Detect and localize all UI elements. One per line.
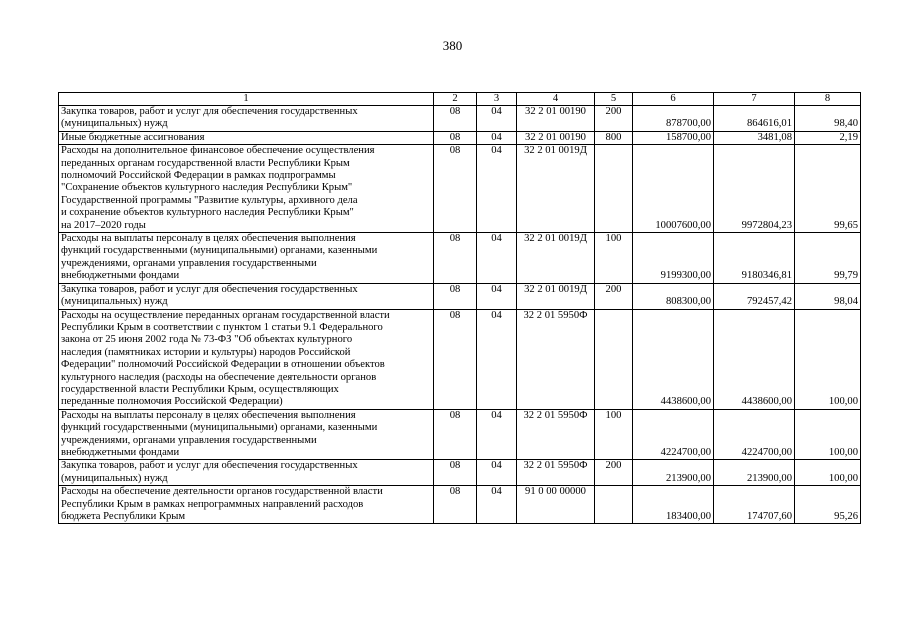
expense-name-line: Расходы на обеспечение деятельности органов государственной власти xyxy=(61,486,383,498)
expense-name-line: Государственной программы "Развитие культуры, архивного дела xyxy=(61,194,358,206)
column-number-8: 8 xyxy=(795,93,861,106)
subsection-code-cell: 04 xyxy=(477,283,517,309)
expense-name-line: Закупка товаров, работ и услуг для обеспечения государственных xyxy=(61,460,358,472)
approved-amount-cell: 158700,00 xyxy=(633,131,714,144)
subsection-code-cell: 04 xyxy=(477,106,517,132)
expense-name-line: Расходы на осуществление переданных органам государственной власти xyxy=(61,309,390,321)
expense-name-line: Федерации" полномочий Российской Федерации в отношении объектов xyxy=(61,359,385,371)
expense-name-line: бюджета Республики Крым xyxy=(61,511,186,522)
expense-name-line: Расходы на выплаты персоналу в целях обеспечения выполнения xyxy=(61,409,356,421)
subsection-code-cell: 04 xyxy=(477,131,517,144)
subsection-code-cell: 04 xyxy=(477,460,517,486)
expense-type-cell: 200 xyxy=(595,106,633,132)
expense-name-cell xyxy=(59,309,434,409)
expense-name-cell xyxy=(59,145,434,233)
executed-amount-cell: 174707,60 xyxy=(714,486,795,524)
expense-name-line: "Сохранение объектов культурного наследия Республики Крым" xyxy=(61,182,353,194)
expense-name-line: полномочий Российской Федерации в рамках подпрограммы xyxy=(61,170,336,182)
executed-amount-cell: 9972804,23 xyxy=(714,145,795,233)
approved-amount-cell: 808300,00 xyxy=(633,283,714,309)
section-code-cell: 08 xyxy=(434,486,477,524)
expense-name-line: наследия (памятниках истории и культуры) народов Российской xyxy=(61,346,351,358)
table-row xyxy=(59,106,861,132)
expense-name-line: функций государственными (муниципальными) органами, казенными xyxy=(61,422,378,434)
table-row xyxy=(59,460,861,486)
execution-percent-cell: 99,65 xyxy=(795,145,861,233)
expense-name-line: Закупка товаров, работ и услуг для обеспечения государственных xyxy=(61,283,358,295)
target-article-cell: 32 2 01 5950Ф xyxy=(517,309,595,409)
executed-amount-cell: 792457,42 xyxy=(714,283,795,309)
expense-type-cell: 200 xyxy=(595,460,633,486)
executed-amount-cell: 3481,08 xyxy=(714,131,795,144)
expense-name-line: государственной власти Республики Крым, осуществляющих xyxy=(61,383,339,395)
table-row xyxy=(59,309,861,409)
target-article-cell: 32 2 01 0019Д xyxy=(517,233,595,284)
executed-amount-cell: 9180346,81 xyxy=(714,233,795,284)
expense-type-cell: 100 xyxy=(595,409,633,460)
expense-type-cell xyxy=(595,309,633,409)
expense-name-line: и сохранение объектов культурного наследия Республики Крым" xyxy=(61,207,354,219)
approved-amount-cell: 10007600,00 xyxy=(633,145,714,233)
target-article-cell: 32 2 01 00190 xyxy=(517,106,595,132)
target-article-cell: 32 2 01 5950Ф xyxy=(517,460,595,486)
expense-name-line: на 2017–2020 годы xyxy=(61,219,146,231)
expense-name-line: Республики Крым в соответствии с пунктом 1 статьи 9.1 Федерального xyxy=(61,321,383,333)
target-article-cell: 91 0 00 00000 xyxy=(517,486,595,524)
subsection-code-cell: 04 xyxy=(477,233,517,284)
expense-name-cell xyxy=(59,283,434,309)
execution-percent-cell: 100,00 xyxy=(795,309,861,409)
column-number-3: 3 xyxy=(477,93,517,106)
subsection-code-cell: 04 xyxy=(477,145,517,233)
table-row xyxy=(59,131,861,144)
page-number: 380 xyxy=(442,38,463,53)
section-code-cell: 08 xyxy=(434,145,477,233)
expense-name-line: (муниципальных) нужд xyxy=(61,118,168,130)
table-row xyxy=(59,145,861,233)
section-code-cell: 08 xyxy=(434,131,477,144)
expense-type-cell: 100 xyxy=(595,233,633,284)
expense-name-line: переданных органам государственной власти Республики Крым xyxy=(61,157,350,169)
expense-name-cell xyxy=(59,460,434,486)
expense-name-cell xyxy=(59,409,434,460)
expense-name-line: внебюджетными фондами xyxy=(61,446,180,458)
expense-name-line: Расходы на выплаты персоналу в целях обеспечения выполнения xyxy=(61,233,356,245)
expense-name-cell xyxy=(59,486,434,524)
execution-percent-cell: 2,19 xyxy=(795,131,861,144)
target-article-cell: 32 2 01 0019Д xyxy=(517,145,595,233)
expense-type-cell xyxy=(595,145,633,233)
expense-name-line: культурного наследия (расходы на обеспечение деятельности органов xyxy=(61,371,377,383)
table-row xyxy=(59,233,861,284)
approved-amount-cell: 4224700,00 xyxy=(633,409,714,460)
approved-amount-cell: 213900,00 xyxy=(633,460,714,486)
execution-percent-cell: 100,00 xyxy=(795,460,861,486)
expense-name-line: Иные бюджетные ассигнования xyxy=(61,131,205,143)
approved-amount-cell: 878700,00 xyxy=(633,106,714,132)
expense-name-line: закона от 25 июня 2002 года № 73-ФЗ "Об объектах культурного xyxy=(61,334,353,346)
expense-type-cell: 200 xyxy=(595,283,633,309)
table-row xyxy=(59,486,861,524)
target-article-cell: 32 2 01 00190 xyxy=(517,131,595,144)
expense-name-cell xyxy=(59,131,434,144)
execution-percent-cell: 99,79 xyxy=(795,233,861,284)
budget-table xyxy=(58,92,861,524)
execution-percent-cell: 95,26 xyxy=(795,486,861,524)
approved-amount-cell: 9199300,00 xyxy=(633,233,714,284)
expense-name-cell xyxy=(59,233,434,284)
expense-name-line: (муниципальных) нужд xyxy=(61,296,168,308)
expense-name-cell xyxy=(59,106,434,132)
target-article-cell: 32 2 01 0019Д xyxy=(517,283,595,309)
expense-name-line: функций государственными (муниципальными) органами, казенными xyxy=(61,245,378,257)
section-code-cell: 08 xyxy=(434,233,477,284)
table-body xyxy=(59,93,861,524)
executed-amount-cell: 4438600,00 xyxy=(714,309,795,409)
expense-type-cell xyxy=(595,486,633,524)
expense-name-line: (муниципальных) нужд xyxy=(61,472,168,484)
approved-amount-cell: 183400,00 xyxy=(633,486,714,524)
table-row xyxy=(59,283,861,309)
expense-name-line: Республики Крым в рамках непрограммных направлений расходов xyxy=(61,498,364,510)
executed-amount-cell: 4224700,00 xyxy=(714,409,795,460)
subsection-code-cell: 04 xyxy=(477,486,517,524)
subsection-code-cell: 04 xyxy=(477,309,517,409)
section-code-cell: 08 xyxy=(434,106,477,132)
column-number-7: 7 xyxy=(714,93,795,106)
executed-amount-cell: 864616,01 xyxy=(714,106,795,132)
column-number-6: 6 xyxy=(633,93,714,106)
column-number-4: 4 xyxy=(517,93,595,106)
column-number-1: 1 xyxy=(59,93,434,106)
executed-amount-cell: 213900,00 xyxy=(714,460,795,486)
section-code-cell: 08 xyxy=(434,283,477,309)
execution-percent-cell: 100,00 xyxy=(795,409,861,460)
header-row xyxy=(59,93,861,106)
expense-name-line: переданные полномочия Российской Федерации) xyxy=(61,396,283,408)
expense-name-line: Закупка товаров, работ и услуг для обеспечения государственных xyxy=(61,106,358,117)
expense-name-line: внебюджетными фондами xyxy=(61,270,180,282)
expense-name-line: учреждениями, органами управления государственными xyxy=(61,434,317,446)
section-code-cell: 08 xyxy=(434,309,477,409)
subsection-code-cell: 04 xyxy=(477,409,517,460)
expense-type-cell: 800 xyxy=(595,131,633,144)
expense-name-line: Расходы на дополнительное финансовое обеспечение осуществления xyxy=(61,145,375,157)
column-number-2: 2 xyxy=(434,93,477,106)
execution-percent-cell: 98,40 xyxy=(795,106,861,132)
section-code-cell: 08 xyxy=(434,460,477,486)
target-article-cell: 32 2 01 5950Ф xyxy=(517,409,595,460)
expense-name-line: учреждениями, органами управления государственными xyxy=(61,257,317,269)
table-row xyxy=(59,409,861,460)
execution-percent-cell: 98,04 xyxy=(795,283,861,309)
approved-amount-cell: 4438600,00 xyxy=(633,309,714,409)
column-number-5: 5 xyxy=(595,93,633,106)
section-code-cell: 08 xyxy=(434,409,477,460)
